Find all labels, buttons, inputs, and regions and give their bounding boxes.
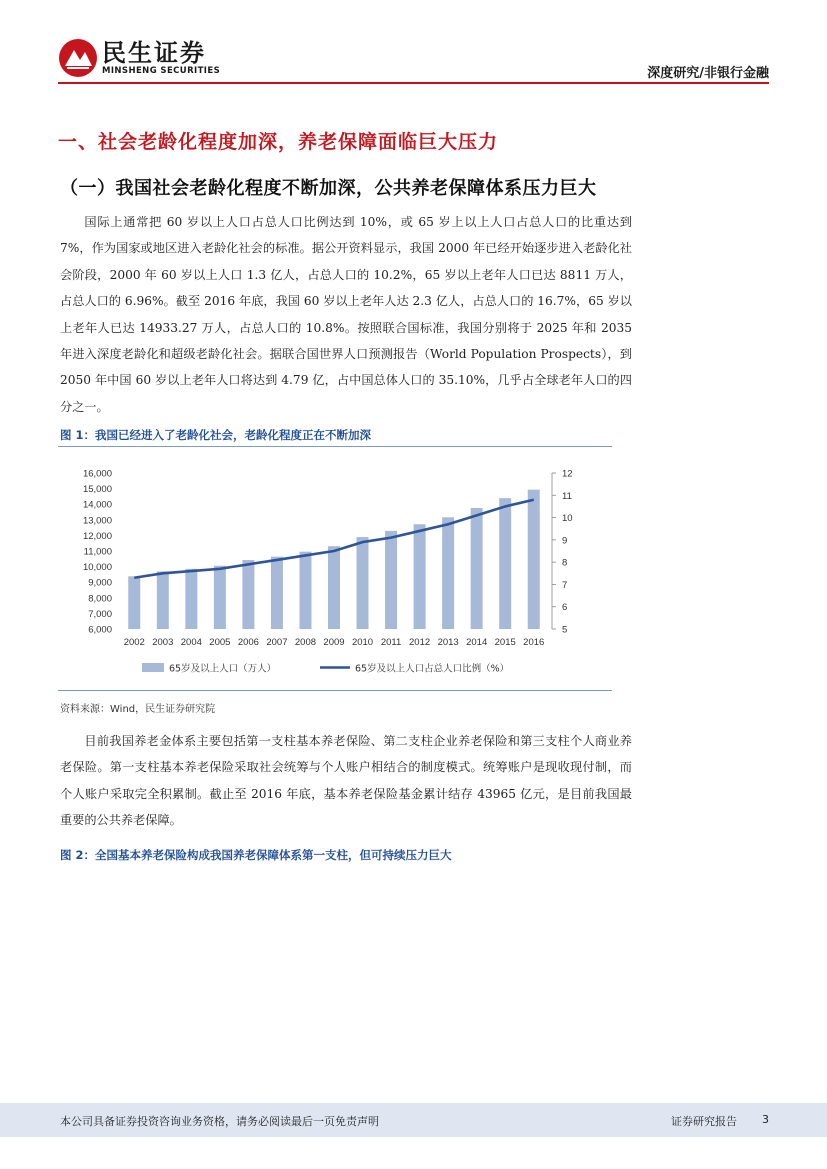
bar-65plus-population xyxy=(471,508,483,629)
y-left-tick-label: 8,000 xyxy=(88,593,112,605)
y-right-tick-label: 10 xyxy=(562,513,573,525)
y-left-tick-label: 16,000 xyxy=(82,468,112,480)
legend-bar-swatch xyxy=(142,663,164,672)
company-logo xyxy=(58,38,220,78)
y-right-tick-label: 5 xyxy=(562,624,568,636)
x-tick-label: 2014 xyxy=(466,637,488,648)
x-tick-label: 2011 xyxy=(380,637,402,648)
bar-65plus-population xyxy=(414,524,426,629)
x-tick-label: 2007 xyxy=(266,637,288,648)
y-right-tick-label: 6 xyxy=(562,602,568,614)
bar-65plus-population xyxy=(271,557,283,629)
report-section-label: 深度研究/非银行金融 xyxy=(647,66,769,81)
figure-1-top-rule xyxy=(58,446,612,447)
header-divider xyxy=(58,82,769,84)
y-left-tick-label: 12,000 xyxy=(82,530,112,542)
bar-65plus-population xyxy=(299,552,311,629)
y-left-tick-label: 14,000 xyxy=(82,499,112,511)
page-header xyxy=(0,0,827,90)
y-right-tick-label: 12 xyxy=(562,468,573,480)
x-tick-label: 2009 xyxy=(323,637,345,648)
paragraph-text: 目前我国养老金体系主要包括第一支柱基本养老保险、第二支柱企业养老保险和第三支柱个人商业养老保险。第一支柱基本养老保险采取社会统筹与个人账户相结合的制度模式。统筹账户是现收现付制，而个人账户采取完全积累制。截止至 2016 年底，基本养老保险基金累计结存 43965 亿元，是目前我国最重要的公共养老保障。 xyxy=(60,734,632,828)
x-tick-label: 2004 xyxy=(180,637,202,648)
bar-65plus-population xyxy=(357,537,369,629)
chart-canvas xyxy=(58,449,612,689)
aging-population-chart xyxy=(58,449,612,689)
y-right-tick-label: 7 xyxy=(562,579,568,591)
subsection-heading: （一）我国社会老龄化程度不断加深，公共养老保障体系压力巨大 xyxy=(60,178,597,199)
y-right-tick-label: 8 xyxy=(562,557,568,569)
section-heading: 一、社会老龄化程度加深，养老保障面临巨大压力 xyxy=(58,131,499,153)
page-number: 3 xyxy=(762,1113,769,1126)
y-left-tick-label: 9,000 xyxy=(88,577,112,589)
y-left-tick-label: 11,000 xyxy=(83,546,112,558)
bar-65plus-population xyxy=(242,560,254,629)
bar-65plus-population xyxy=(442,517,454,629)
footer-report-type: 证券研究报告 xyxy=(671,1115,737,1128)
x-tick-label: 2016 xyxy=(523,637,545,648)
paragraph-text: 国际上通常把 60 岁以上人口占总人口比例达到 10%，或 65 岁上以上人口占总人口的比重达到 7%，作为国家或地区进入老龄化社会的标准。据公开资料显示，我国 2000 年已经开始逐步进入老龄化社会阶段，2000 年 60 岁以上人口 1.3 亿人，占总人口的 10.2%，65 岁以上老年人口已达 8811 万人，占总人口的 6.96%。截至 2016 年底，我国 60 岁以上老年人达 2.3 亿人，占总人口的 16.7%，65 岁以上老年人已达 14933.27 万人，占总人口的 10.8%。按照联合国标准，我国分别将于 2025 年和 2035 年进入深度老龄化和超级老龄化社会。据联合国世界人口预测报告（World Population Prospects），到 2050 年中国 60 岁以上老年人口将达到 4.79 亿，占中国总体人口的 35.10%，几乎占全球老年人口的四分之一。 xyxy=(60,215,632,414)
bar-65plus-population xyxy=(385,531,397,629)
bar-65plus-population xyxy=(328,546,340,629)
x-tick-label: 2003 xyxy=(152,637,174,648)
body-paragraph-1 xyxy=(60,209,632,420)
bar-65plus-population xyxy=(499,498,511,629)
x-tick-label: 2012 xyxy=(409,637,431,648)
x-tick-label: 2013 xyxy=(437,637,459,648)
figure-2-title: 图 2：全国基本养老保险构成我国养老保障体系第一支柱，但可持续压力巨大 xyxy=(60,848,452,862)
figure-1-source: 资料来源：Wind，民生证券研究院 xyxy=(60,704,216,715)
y-left-tick-label: 15,000 xyxy=(82,484,112,496)
body-paragraph-2 xyxy=(60,728,632,834)
y-left-tick-label: 13,000 xyxy=(82,515,112,527)
x-tick-label: 2002 xyxy=(123,637,145,648)
x-tick-label: 2006 xyxy=(237,637,259,648)
figure-1-bottom-rule xyxy=(58,690,612,691)
y-left-tick-label: 10,000 xyxy=(82,562,112,574)
bar-65plus-population xyxy=(185,569,197,629)
page-footer xyxy=(0,1103,827,1137)
y-right-tick-label: 11 xyxy=(562,490,572,502)
footer-disclaimer: 本公司具备证券投资咨询业务资格，请务必阅读最后一页免责声明 xyxy=(60,1115,379,1128)
x-tick-label: 2015 xyxy=(494,637,516,648)
x-tick-label: 2008 xyxy=(294,637,317,648)
bar-65plus-population xyxy=(157,571,169,629)
x-tick-label: 2005 xyxy=(209,637,231,648)
y-left-tick-label: 7,000 xyxy=(88,608,112,620)
legend-bar-label: 65岁及以上人口（万人） xyxy=(169,663,277,675)
bar-65plus-population xyxy=(214,566,226,629)
y-right-tick-label: 9 xyxy=(562,535,568,547)
figure-1-title: 图 1：我国已经进入了老龄化社会，老龄化程度正在不断加深 xyxy=(60,428,372,442)
bar-65plus-population xyxy=(128,576,140,629)
logo-english-name: MINSHENG SECURITIES xyxy=(102,66,221,76)
legend-line-label: 65岁及以上人口占总人口比例（%） xyxy=(355,663,510,675)
minsheng-logo-icon xyxy=(58,38,98,78)
logo-chinese-name: 民生证券 xyxy=(102,39,206,67)
x-tick-label: 2010 xyxy=(351,637,374,648)
y-left-tick-label: 6,000 xyxy=(88,624,112,636)
bar-65plus-population xyxy=(528,490,540,629)
